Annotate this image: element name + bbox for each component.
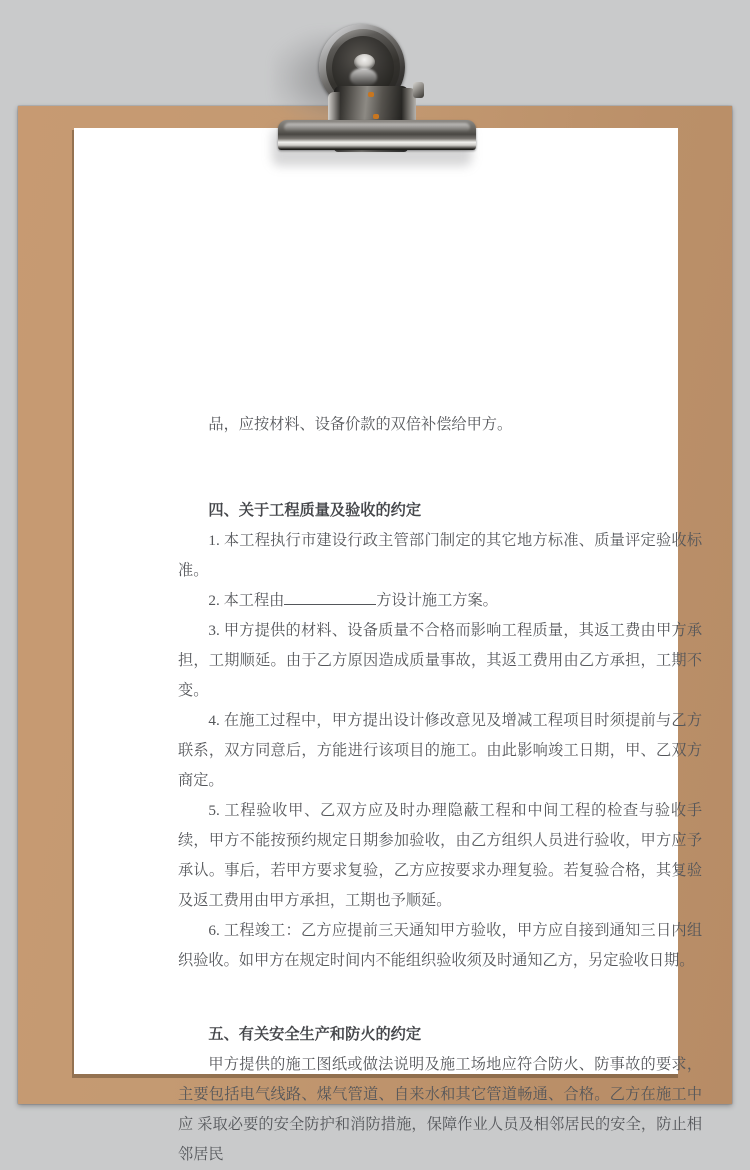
spacer xyxy=(178,440,702,496)
clip-side-lug xyxy=(413,82,424,98)
clause-4-2-text-before-blank: 2. 本工程由 xyxy=(208,592,285,609)
clause-4-2-text-after-blank: 方设计施工方案。 xyxy=(376,592,498,609)
clause-4-6: 6. 工程竣工：乙方应提前三天通知甲方验收，甲方应自接到通知三日内组织验收。如甲方在规定时间内不能组织验收须及时通知乙方，另定验收日期。 xyxy=(178,922,702,969)
clause-4-5: 5. 工程验收甲、乙双方应及时办理隐蔽工程和中间工程的检查与验收手续，甲方不能按预约规定日期参加验收，由乙方组织人员进行验收，甲方应予承认。事后，若甲方要求复验，乙方应按要求办理复验。若复验合格，其复验及返工费用由甲方承担，工期也予顺延。 xyxy=(178,802,702,909)
clause-5-1: 甲方提供的施工图纸或做法说明及施工场地应符合防火、防事故的要求，主要包括电气线路、煤气管道、自来水和其它管道畅通、合格。乙方在施工中应 采取必要的安全防护和消防措施，保障作业人员及相邻居民的安全，防止相邻居民 xyxy=(178,1056,702,1163)
document-paper xyxy=(74,128,702,1163)
document-text-body xyxy=(178,410,702,1170)
section-heading-five: 五、有关安全生产和防火的约定 xyxy=(208,1026,422,1043)
spacer xyxy=(178,976,702,1020)
clip-disc-inner xyxy=(332,36,394,100)
clause-4-3: 3. 甲方提供的材料、设备质量不合格而影响工程质量，其返工费由甲方承担，工期顺延。由于乙方原因造成质量事故，其返工费用由乙方承担，工期不变。 xyxy=(178,622,702,699)
clause-4-1: 1. 本工程执行市建设行政主管部门制定的其它地方标准、质量评定验收标准。 xyxy=(178,532,702,579)
paragraph-continued: 品，应按材料、设备价款的双倍补偿给甲方。 xyxy=(208,416,513,433)
clip-screw-dot xyxy=(368,92,374,97)
clause-4-4: 4. 在施工过程中，甲方提出设计修改意见及增减工程项目时须提前与乙方联系，双方同意后，方能进行该项目的施工。由此影响竣工日期，甲、乙双方商定。 xyxy=(178,712,702,789)
clause-4-2 xyxy=(178,586,702,616)
section-heading-four: 四、关于工程质量及验收的约定 xyxy=(208,502,422,519)
fill-in-blank[interactable] xyxy=(284,590,376,605)
clipboard xyxy=(18,106,732,1163)
clip-disc-middle xyxy=(326,29,400,105)
clip-disc-highlight xyxy=(350,68,377,86)
clip-center-hole xyxy=(354,54,375,70)
clip-disc-outer xyxy=(319,24,405,110)
